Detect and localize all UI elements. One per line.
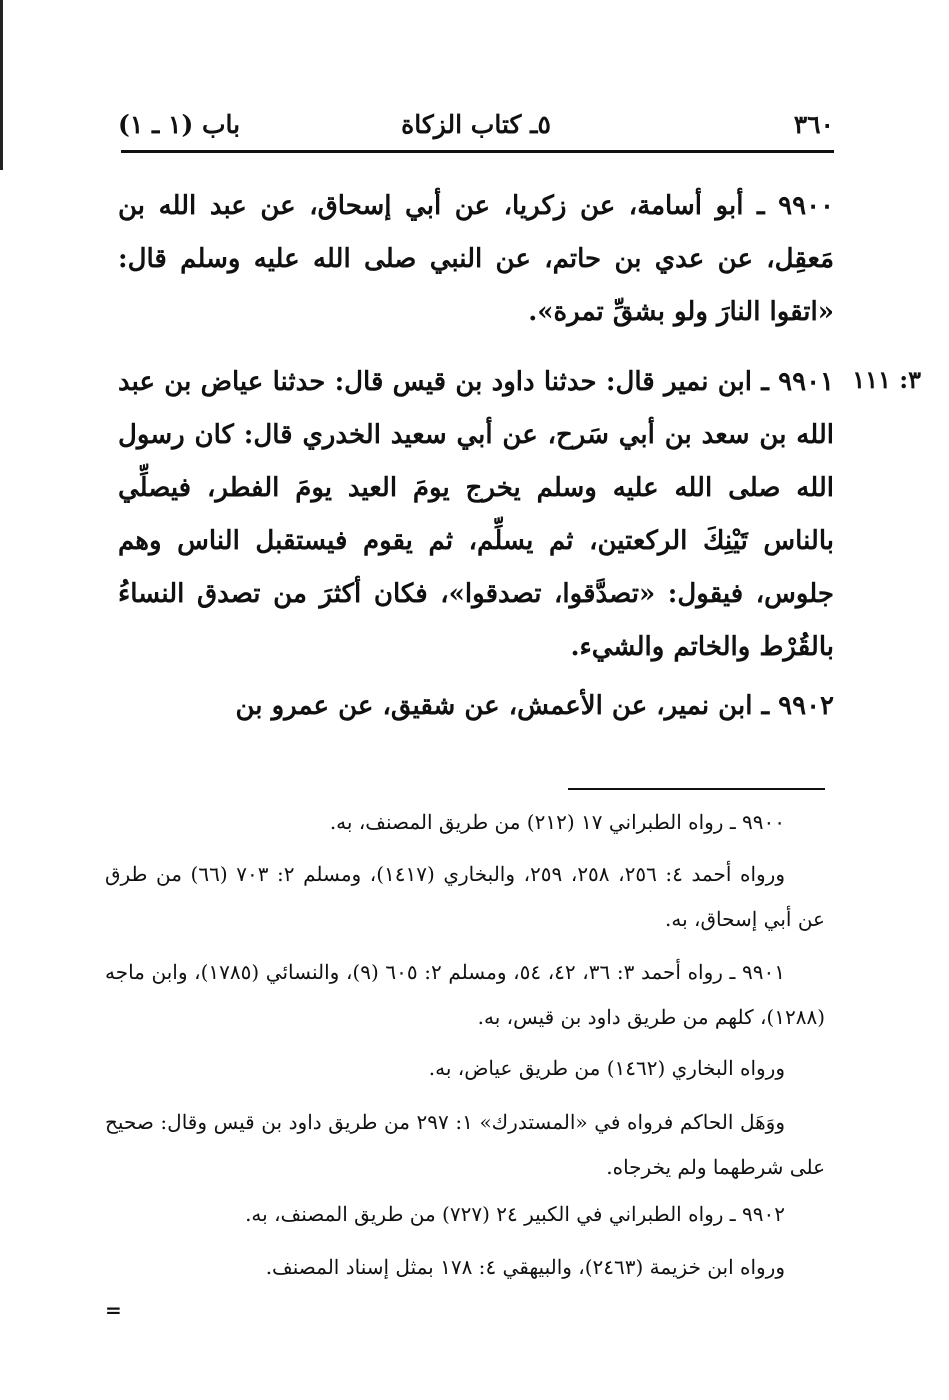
book-title: ٥ـ كتاب الزكاة (401, 110, 551, 139)
hadith-number: ٩٩٠١ (778, 367, 834, 397)
hadith-9901 (118, 356, 834, 674)
hadith-number: ٩٩٠٠ (778, 191, 834, 221)
page-number: ٣٦٠ (793, 110, 834, 139)
footnote: ٩٩٠١ ـ رواه أحمد ٣: ٣٦، ٤٢، ٥٤، ومسلم ٢: ٦٠٥ (٩)، والنسائي (١٧٨٥)، وابن ماجه (١٢٨٨)، كلهم من طريق داود بن قيس، به. (105, 960, 825, 1029)
footnote: ورواه ابن خزيمة (٢٤٦٣)، والبيهقي ٤: ١٧٨ بمثل إسناد المصنف. (265, 1255, 785, 1279)
margin-reference: ٣: ١١١ (852, 365, 921, 394)
page-binding-edge (0, 0, 3, 170)
header-rule (121, 150, 834, 153)
footnote: ورواه أحمد ٤: ٢٥٦، ٢٥٨، ٢٥٩، والبخاري (١٤١٧)، ومسلم ٢: ٧٠٣ (٦٦) من طرق عن أبي إسحاق، به. (105, 862, 825, 931)
hadith-9902 (118, 680, 834, 733)
footnote: ورواه البخاري (١٤٦٢) من طريق عياض، به. (428, 1056, 785, 1080)
hadith-9900 (118, 180, 834, 339)
hadith-text: ـ ابن نمير، عن الأعمش، عن شقيق، عن عمرو بن (235, 691, 779, 721)
footnote: ٩٩٠٠ ـ رواه الطبراني ١٧ (٢١٢) من طريق المصنف، به. (329, 810, 785, 834)
hadith-text: ـ ابن نمير قال: حدثنا داود بن قيس قال: حدثنا عياض بن عبد الله بن سعد بن أبي سَرح، عن أبي سعيد الخدري قال: كان رسول الله صلى الله عليه وسلم يخرج يومَ العيد يومَ الفطر، فيصلِّي بالناس تَيْنِكَ الركعتين، ثم يسلِّم، ثم يقوم فيستقبل الناس وهم جلوس، فيقول: «تصدَّقوا، تصدقوا»، فكان أكثرَ من تصدق النساءُ بالقُرْط والخاتم والشيء. (118, 367, 834, 662)
footnote: ووَهَل الحاكم فرواه في «المستدرك» ١: ٢٩٧ من طريق داود بن قيس وقال: صحيح على شرطهما ولم يخرجاه. (105, 1110, 825, 1179)
hadith-text: ـ أبو أسامة، عن زكريا، عن أبي إسحاق، عن عبد الله بن مَعقِل، عن عدي بن حاتم، عن النبي صلى الله عليه وسلم قال: «اتقوا النارَ ولو بشقِّ تمرة». (118, 191, 834, 327)
chapter-label: باب (١ ـ ١) (118, 110, 241, 139)
hadith-number: ٩٩٠٢ (778, 691, 834, 721)
running-header (118, 100, 834, 150)
footnote-continuation-mark: = (105, 1298, 122, 1322)
footnote-separator (568, 788, 825, 790)
footnote: ٩٩٠٢ ـ رواه الطبراني في الكبير ٢٤ (٧٢٧) من طريق المصنف، به. (245, 1202, 785, 1226)
